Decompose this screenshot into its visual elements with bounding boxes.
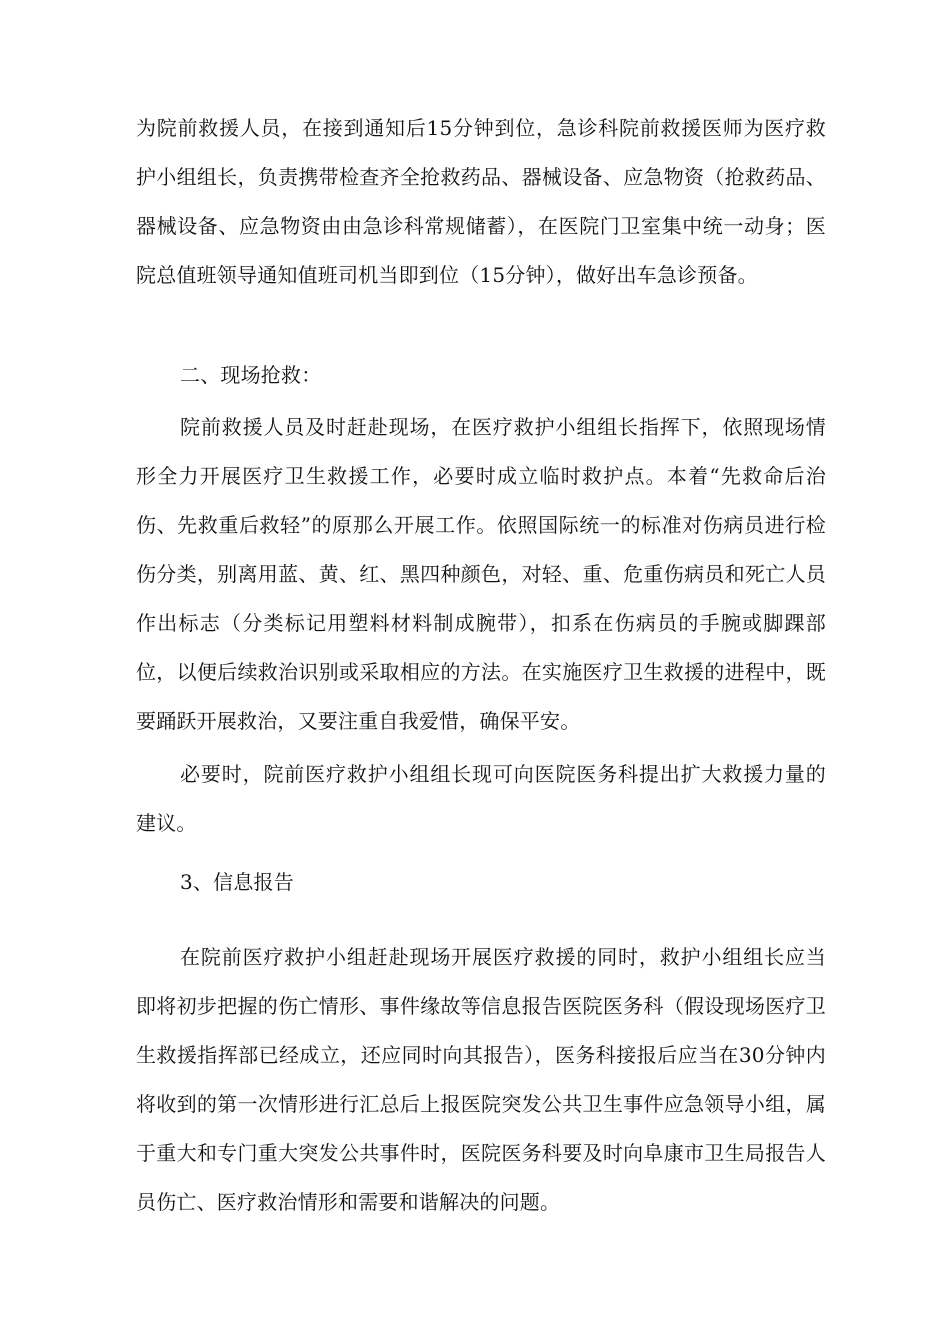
paragraph-on-site-rescue: 院前救援人员及时赶赴现场，在医疗救护小组组长指挥下，依照现场情形全力开展医疗卫生救援工作，必要时成立临时救护点。本着“先救命后治伤、先救重后救轻”的原那么开展工作。依照国际统一的标准对伤病员进行检伤分类，别离用蓝、黄、红、黑四种颜色，对轻、重、危重伤病员和死亡人员作出标志（分类标记用塑料材料制成腕带），扣系在伤病员的手腕或脚踝部位，以便后续救治识别或采取相应的方法。在实施医疗卫生救援的进程中，既要踊跃开展救治，又要注重自我爱惜，确保平安。 [136, 415, 826, 733]
section-heading-information-report: 3、信息报告 [180, 870, 294, 894]
paragraph-expand-rescue: 必要时，院前医疗救护小组组长现可向医院医务科提出扩大救援力量的建议。 [136, 762, 826, 835]
paragraph-information-report: 在院前医疗救护小组赶赴现场开展医疗救援的同时，救护小组组长应当即将初步把握的伤亡情形、事件缘故等信息报告医院医务科（假设现场医疗卫生救援指挥部已经成立，还应同时向其报告），医务科接报后应当在30分钟内将收到的第一次情形进行汇总后上报医院突发公共卫生事件应急领导小组，属于重大和专门重大突发公共事件时，医院医务科要及时向阜康市卫生局报告人员伤亡、医疗救治情形和需要和谐解决的问题。 [136, 945, 826, 1214]
section-heading-on-site-rescue: 二、现场抢救： [180, 363, 322, 387]
paragraph-continuation: 为院前救援人员，在接到通知后15分钟到位，急诊科院前救援医师为医疗救护小组组长，负责携带检查齐全抢救药品、器械设备、应急物资（抢救药品、器械设备、应急物资由由急诊科常规储蓄），在医院门卫室集中统一动身；医院总值班领导通知值班司机当即到位（15分钟），做好出车急诊预备。 [136, 116, 826, 287]
